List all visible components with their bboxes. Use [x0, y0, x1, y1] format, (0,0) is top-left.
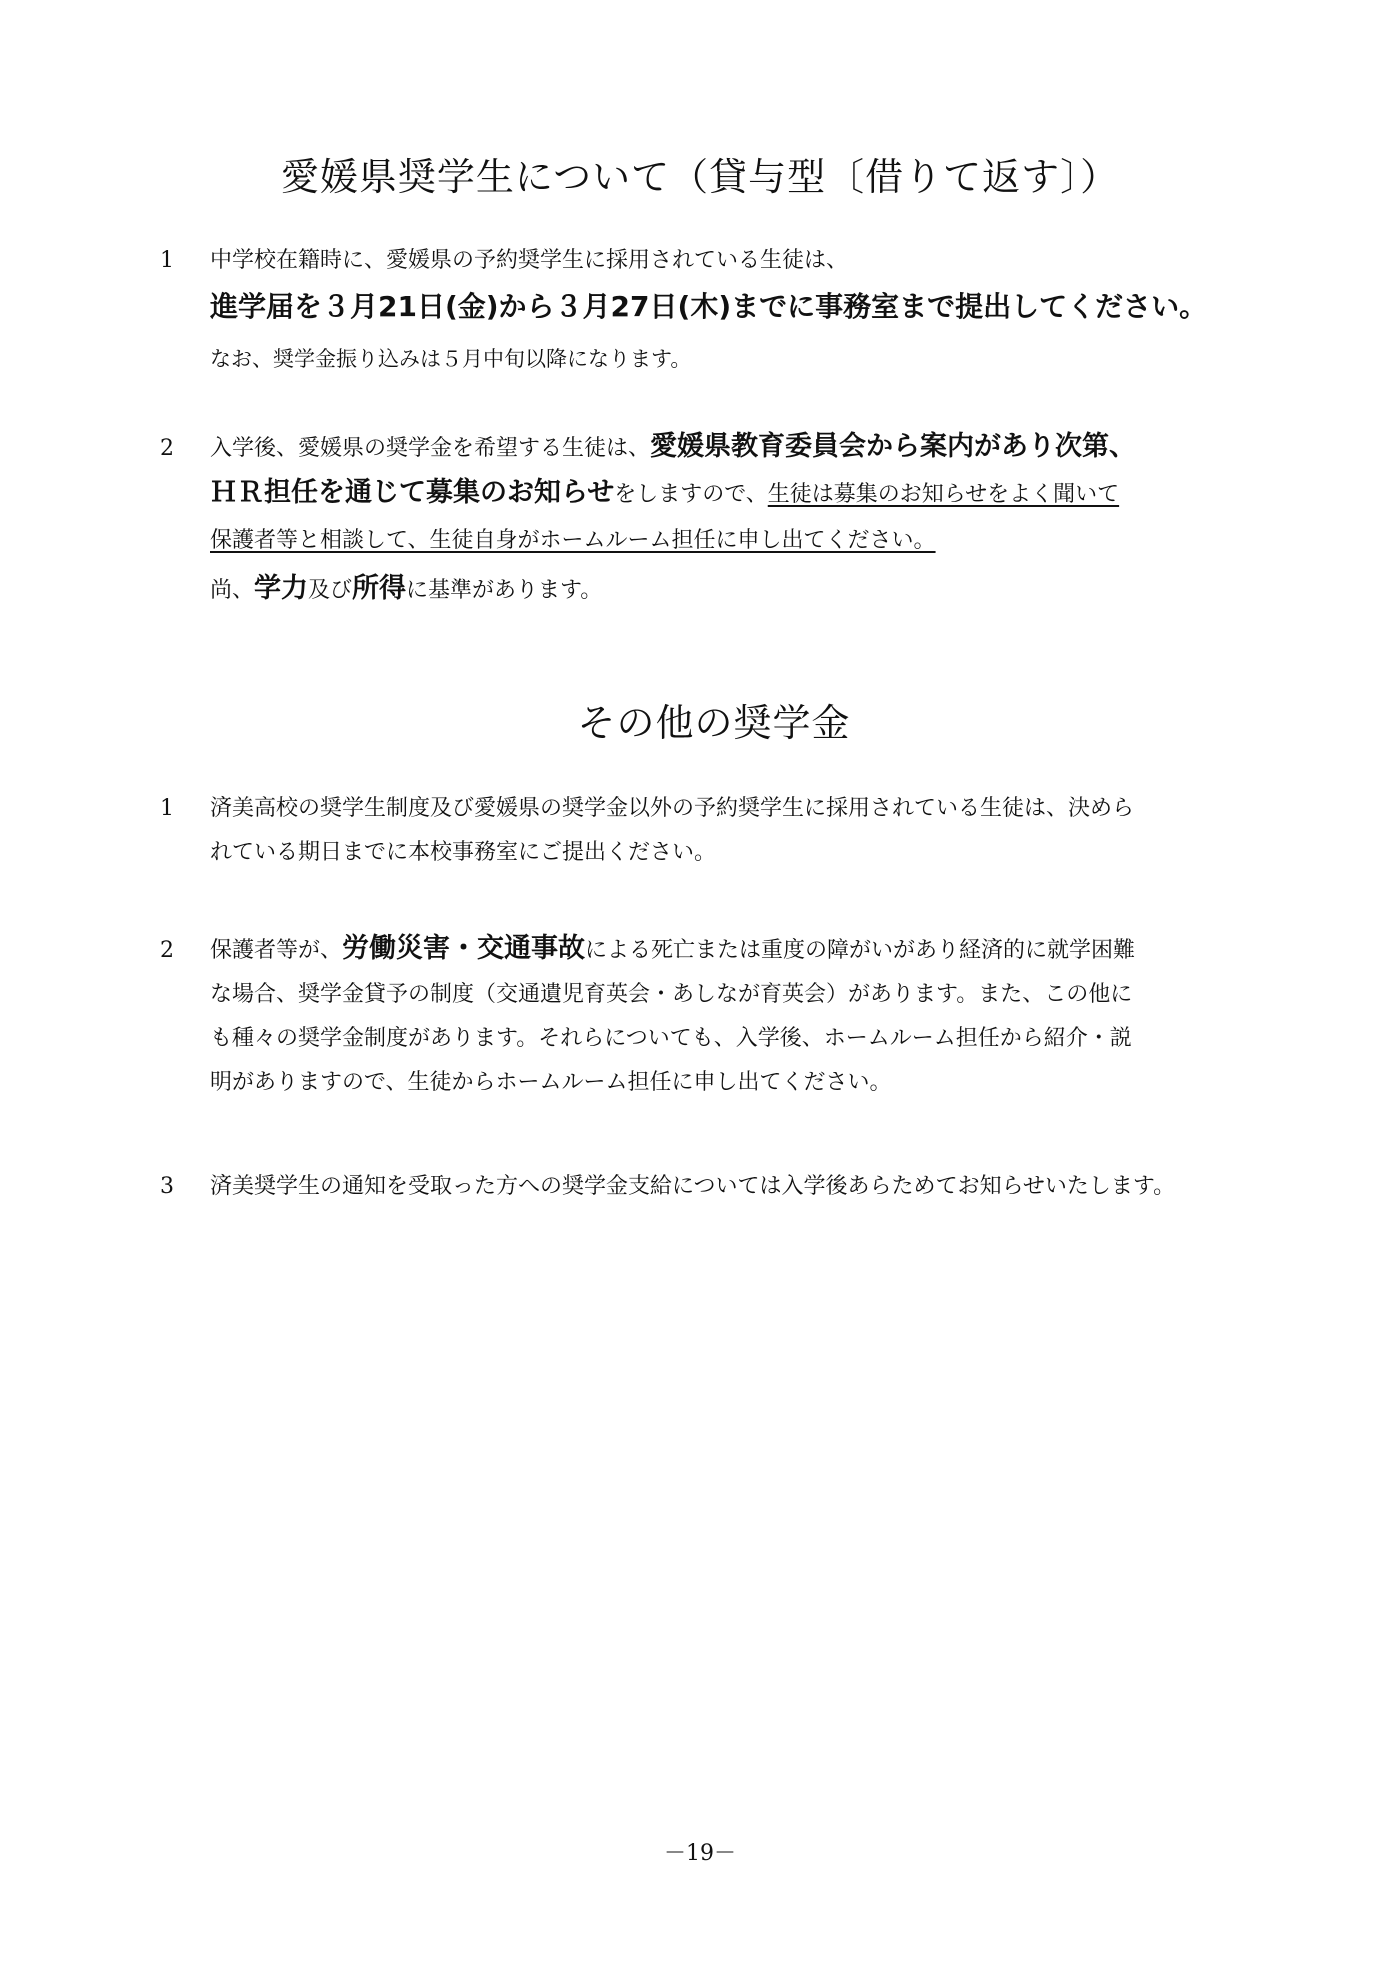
item-text: をしますので、	[614, 482, 768, 507]
item-line-emphasis: 進学届を３月21日(金)から３月27日(木)までに事務室まで提出してください。	[210, 290, 1208, 323]
item-text-emphasis: 労働災害・交通事故	[342, 933, 586, 964]
item-text: 保護者等が、	[210, 938, 343, 963]
item-number: 1	[160, 248, 174, 273]
item-text: 及び	[308, 578, 353, 603]
page-number: －19－	[664, 1841, 736, 1866]
item-text-emphasis: 愛媛県教育委員会から案内があり次第、	[650, 431, 1137, 462]
item-text: 尚、	[210, 578, 255, 603]
item-line: 済美高校の奨学生制度及び愛媛県の奨学金以外の予約奨学生に採用されている生徒は、決めら	[210, 796, 1135, 821]
item-line: な場合、奨学金貸予の制度（交通遺児育英会・あしなが育英会）があります。また、この他に	[210, 982, 1133, 1007]
item-number: 2	[160, 436, 174, 461]
section-title-prefecture-scholarship: 愛媛県奨学生について（貸与型〔借りて返す〕）	[280, 155, 1120, 199]
item-line-underlined: 保護者等と相談して、生徒自身がホームルーム担任に申し出てください。	[210, 528, 936, 553]
item-line	[210, 432, 1136, 464]
item-line	[210, 934, 1135, 966]
item-line: も種々の奨学金制度があります。それらについても、入学後、ホームルーム担任から紹介・説	[210, 1026, 1132, 1051]
item-line: 中学校在籍時に、愛媛県の予約奨学生に採用されている生徒は、	[210, 248, 849, 273]
item-number: 3	[160, 1174, 174, 1199]
item-number: 2	[160, 938, 174, 963]
item-text: による死亡または重度の障がいがあり経済的に就学困難	[585, 938, 1136, 963]
item-line	[210, 478, 1119, 510]
item-text-emphasis: 所得	[352, 573, 407, 604]
item-text: に基準があります。	[406, 578, 603, 603]
section-title-other-scholarships: その他の奨学金	[577, 701, 851, 745]
item-text-emphasis: ＨＲ担任を通じて募集のお知らせ	[210, 477, 615, 508]
item-text-emphasis: 学力	[254, 573, 309, 604]
item-text-underlined: 生徒は募集のお知らせをよく聞いて	[767, 482, 1120, 507]
item-number: 1	[160, 796, 174, 821]
item-line: 済美奨学生の通知を受取った方への奨学金支給については入学後あらためてお知らせいたします。	[210, 1174, 1176, 1199]
item-line: 明がありますので、生徒からホームルーム担任に申し出てください。	[210, 1070, 892, 1095]
item-line: なお、奨学金振り込みは５月中旬以降になります。	[210, 347, 692, 371]
item-text: 入学後、愛媛県の奨学金を希望する生徒は、	[210, 436, 651, 461]
item-line: れている期日までに本校事務室にご提出ください。	[210, 840, 717, 865]
item-line	[210, 574, 602, 606]
